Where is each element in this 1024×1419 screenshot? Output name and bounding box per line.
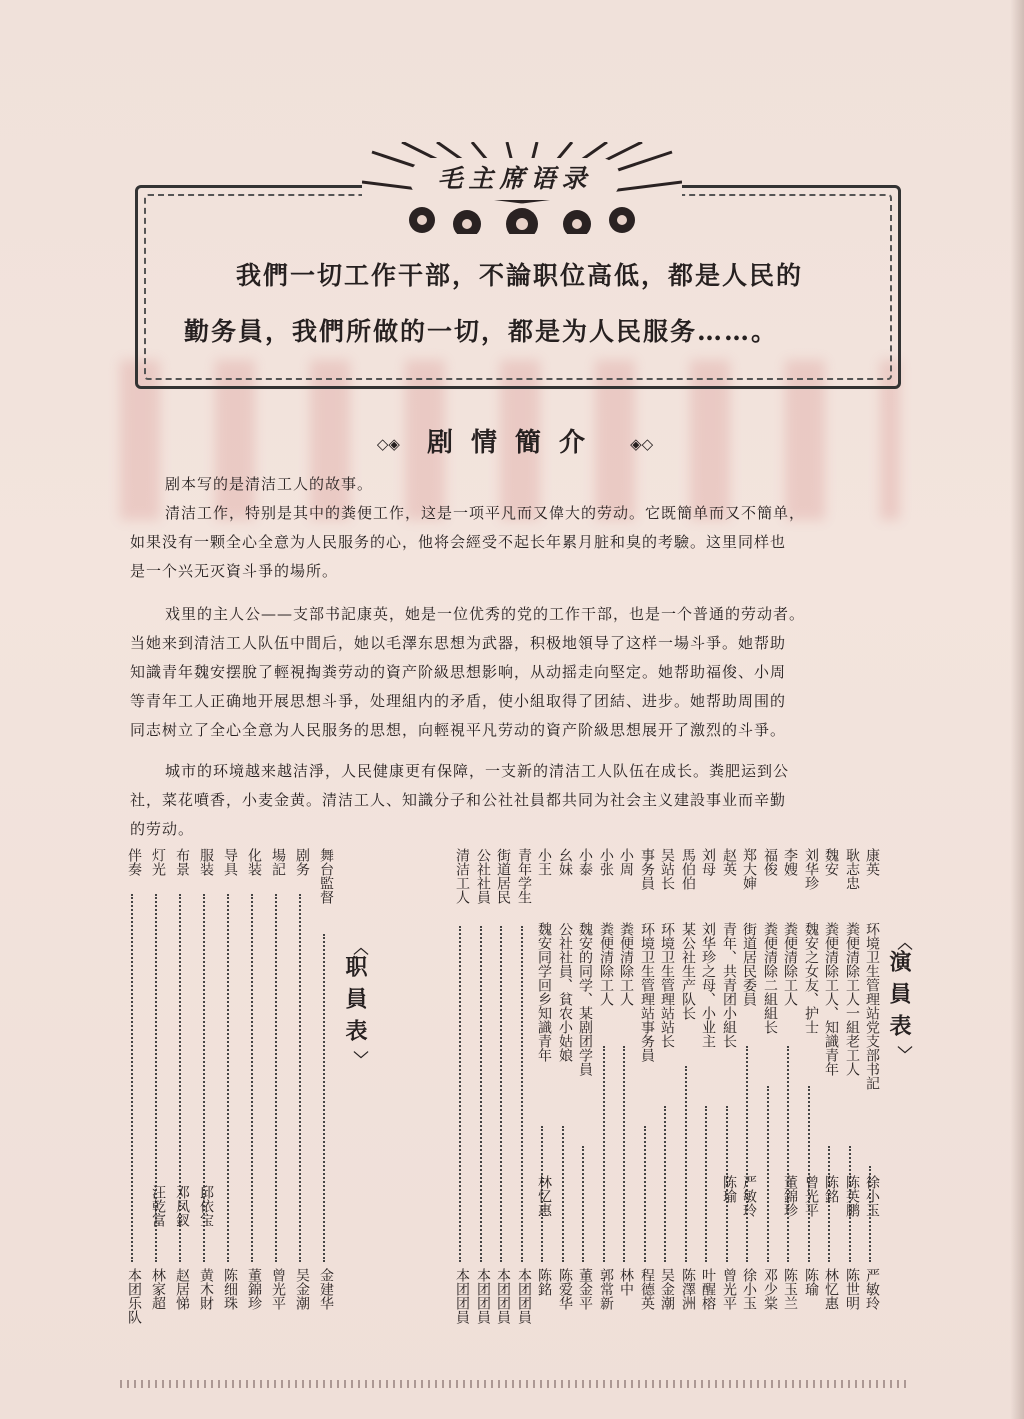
cast-actor: 郭常新 — [598, 1268, 614, 1310]
cast-actor: 本团团員 — [475, 1268, 491, 1324]
cast-description: 魏安同学回乡知識青年 — [536, 922, 552, 1062]
staff-name: 邓凤釵 — [174, 1185, 190, 1227]
synopsis-paragraph: 社，菜花噴香，小麦金黄。清洁工人、知識分子和公社社員都共同为社会主义建設事业而辛勤 — [130, 791, 787, 809]
leader-dots — [227, 894, 231, 1262]
leader-dots — [459, 926, 463, 1262]
cast-role: 青年学生 — [516, 848, 532, 904]
cast-actor: 董金平 — [577, 1268, 593, 1310]
cast-title: ︿演員表﹀ — [886, 935, 914, 1061]
leader-dots — [828, 1146, 832, 1262]
staff-role: 場記 — [270, 848, 286, 876]
leader-dots — [131, 894, 135, 1262]
cast-role: 耿志忠 — [844, 848, 860, 890]
staff-name: 汪乾富 — [150, 1185, 166, 1227]
leader-dots — [275, 894, 279, 1262]
cast-role: 小泰 — [577, 848, 593, 876]
staff-name: 吴金潮 — [294, 1268, 310, 1310]
paper-edge — [1010, 0, 1024, 1419]
cast-actor: 陈澤洲 — [680, 1268, 696, 1310]
staff-name: 黄木財 — [198, 1268, 214, 1310]
synopsis-paragraph: 戏里的主人公——支部书記康英，她是一位优秀的党的工作干部，也是一个普通的劳动者。 — [165, 605, 806, 623]
leader-dots — [787, 1046, 791, 1262]
synopsis-paragraph: 当她来到清洁工人队伍中間后，她以毛澤东思想为武器，积极地領导了这样一場斗爭。她帮助 — [130, 634, 787, 652]
cast-description: 环境卫生管理站党支部书記 — [864, 922, 880, 1090]
cast-description: 环境卫生管理站事务員 — [639, 922, 655, 1062]
cast-description: 某公社生产队长 — [680, 922, 696, 1020]
cast-description: 环境卫生管理站站长 — [659, 922, 675, 1048]
cast-actor: 董錦珍 — [782, 1175, 798, 1217]
cast-description: 粪便清除二組組长 — [762, 922, 778, 1034]
cast-actor: 陈玉兰 — [782, 1268, 798, 1310]
cast-description: 粪便清除工人 — [618, 922, 634, 1006]
staff-name: 本团乐队 — [126, 1268, 142, 1324]
quotation-title: 毛主席语录 — [410, 158, 620, 200]
staff-role: 导具 — [222, 848, 238, 876]
cast-role: 康英 — [864, 848, 880, 876]
cast-actor: 本团团員 — [516, 1268, 532, 1324]
cast-actor: 陈世明 — [844, 1268, 860, 1310]
cast-description: 粪便清除工人一組老工人 — [844, 922, 860, 1076]
bottom-border — [120, 1380, 910, 1388]
cast-actor: 陈瑜 — [803, 1268, 819, 1296]
cast-role: 郑大婶 — [741, 848, 757, 890]
staff-name: 董錦珍 — [246, 1268, 262, 1310]
leader-dots — [521, 926, 525, 1262]
staff-name: 陈细珠 — [222, 1268, 238, 1310]
ornament-icon: ◈◇ — [630, 435, 654, 453]
synopsis-paragraph: 是一个兴无灭資斗爭的場所。 — [130, 562, 339, 580]
staff-role: 舞台監督 — [318, 848, 334, 904]
cast-actor: 徐小玉 — [864, 1175, 880, 1217]
cast-role: 刘华珍 — [803, 848, 819, 890]
synopsis-paragraph: 知識青年魏安摆脫了輕視掏粪劳动的資产阶級思想影响，从动摇走向堅定。她帮助福俊、小周 — [130, 663, 787, 681]
cast-actor: 严敏玲 — [864, 1268, 880, 1310]
cast-description: 粪便清除工人 — [598, 922, 614, 1006]
cast-description: 魏安之女友、护士 — [803, 922, 819, 1034]
leader-dots — [644, 1126, 648, 1262]
cast-actor: 严敏玲 — [741, 1175, 757, 1217]
cast-description: 公社社員、貧农小姑娘 — [557, 922, 573, 1062]
cast-role: 小张 — [598, 848, 614, 876]
cast-role: 赵英 — [721, 848, 737, 876]
cast-actor: 陈瑜 — [721, 1175, 737, 1203]
synopsis-paragraph: 剧本写的是清洁工人的故事。 — [165, 475, 374, 493]
synopsis-title: ◇◈ 剧情簡介 ◈◇ — [330, 423, 700, 463]
leader-dots — [603, 1046, 607, 1262]
cast-description: 魏安的同学、某剧团学員 — [577, 922, 593, 1076]
leader-dots — [251, 894, 255, 1262]
staff-name: 曾光平 — [270, 1268, 286, 1310]
leader-dots — [808, 1086, 812, 1262]
cast-role: 小周 — [618, 848, 634, 876]
leader-dots — [685, 1066, 689, 1262]
cast-description: 粪便清除工人 — [782, 922, 798, 1006]
cast-role: 小王 — [536, 848, 552, 876]
staff-role: 布景 — [174, 848, 190, 876]
cast-role: 街道居民 — [495, 848, 511, 904]
synopsis-paragraph: 城市的环境越来越洁淨，人民健康更有保障，一支新的清洁工人队伍在成长。粪肥运到公 — [165, 762, 790, 780]
cast-role: 馬伯伯 — [680, 848, 696, 890]
leader-dots — [480, 926, 484, 1262]
cast-role: 清洁工人 — [454, 848, 470, 904]
cast-actor: 林中 — [618, 1268, 634, 1296]
cast-role: 幺妹 — [557, 848, 573, 876]
cast-actor: 陈英鹏 — [844, 1175, 860, 1217]
cast-actor: 邓少棠 — [762, 1268, 778, 1310]
cast-actor: 曾光平 — [721, 1268, 737, 1310]
synopsis-paragraph: 同志树立了全心全意为人民服务的思想，向輕視平凡劳动的資产阶級思想展开了激烈的斗爭。 — [130, 721, 787, 739]
leader-dots — [562, 1126, 566, 1262]
synopsis-paragraph: 等青年工人正确地开展思想斗爭，处理組内的矛盾，使小組取得了团結、进步。她帮助周围的 — [130, 692, 787, 710]
cast-actor: 叶醒榕 — [700, 1268, 716, 1310]
cast-role: 刘母 — [700, 848, 716, 876]
staff-name: 金建华 — [318, 1268, 334, 1310]
synopsis-paragraph: 清洁工作，特别是其中的粪便工作，这是一项平凡而又偉大的劳动。它既簡单而又不簡单， — [165, 504, 806, 522]
cast-actor: 吴金潮 — [659, 1268, 675, 1310]
cast-actor: 陈銘 — [823, 1175, 839, 1203]
cast-role: 公社社員 — [475, 848, 491, 904]
leader-dots — [664, 1106, 668, 1262]
quotation-line-2: 勤务員，我們所做的一切，都是为人民服务……。 — [184, 317, 779, 346]
cast-actor: 林忆惠 — [536, 1175, 552, 1217]
cast-actor: 陈銘 — [536, 1268, 552, 1296]
leader-dots — [500, 926, 504, 1262]
cast-role: 事务員 — [639, 848, 655, 890]
synopsis-paragraph: 的劳动。 — [130, 820, 195, 838]
leader-dots — [582, 1146, 586, 1262]
cast-description: 粪便清除工人、知識青年 — [823, 922, 839, 1076]
staff-role: 伴奏 — [126, 848, 142, 876]
staff-role: 灯光 — [150, 848, 166, 876]
cast-role: 李嫂 — [782, 848, 798, 876]
cast-actor: 本团团員 — [454, 1268, 470, 1324]
cast-role: 吴站长 — [659, 848, 675, 890]
cast-role: 福俊 — [762, 848, 778, 876]
staff-name: 林家超 — [150, 1268, 166, 1310]
leader-dots — [299, 894, 303, 1262]
staff-title: ︿职員表﹀ — [342, 940, 370, 1066]
leader-dots — [767, 1086, 771, 1262]
quotation-line-1: 我們一切工作干部，不論职位高低，都是人民的 — [236, 261, 804, 290]
leader-dots — [746, 1046, 750, 1262]
leader-dots — [323, 934, 327, 1262]
cast-actor: 程德英 — [639, 1268, 655, 1310]
cast-role: 魏安 — [823, 848, 839, 876]
synopsis-paragraph: 如果没有一颗全心全意为人民服务的心，他将会經受不起长年累月脏和臭的考驗。这里同样也 — [130, 533, 787, 551]
staff-name: 邱依宝 — [198, 1185, 214, 1227]
ornament-icon: ◇◈ — [376, 435, 400, 453]
cast-description: 刘华珍之母、小业主 — [700, 922, 716, 1048]
cast-actor: 本团团員 — [495, 1268, 511, 1324]
leader-dots — [705, 1106, 709, 1262]
cast-actor: 曾光平 — [803, 1175, 819, 1217]
staff-role: 剧务 — [294, 848, 310, 876]
cast-description: 青年、共青团小組长 — [721, 922, 737, 1048]
cast-actor: 林忆惠 — [823, 1268, 839, 1310]
cast-actor: 陈爱华 — [557, 1268, 573, 1310]
cast-description: 街道居民委員 — [741, 922, 757, 1006]
staff-role: 化装 — [246, 848, 262, 876]
leader-dots — [623, 1046, 627, 1262]
staff-role: 服装 — [198, 848, 214, 876]
cast-actor: 徐小玉 — [741, 1268, 757, 1310]
staff-name: 赵居悌 — [174, 1268, 190, 1310]
